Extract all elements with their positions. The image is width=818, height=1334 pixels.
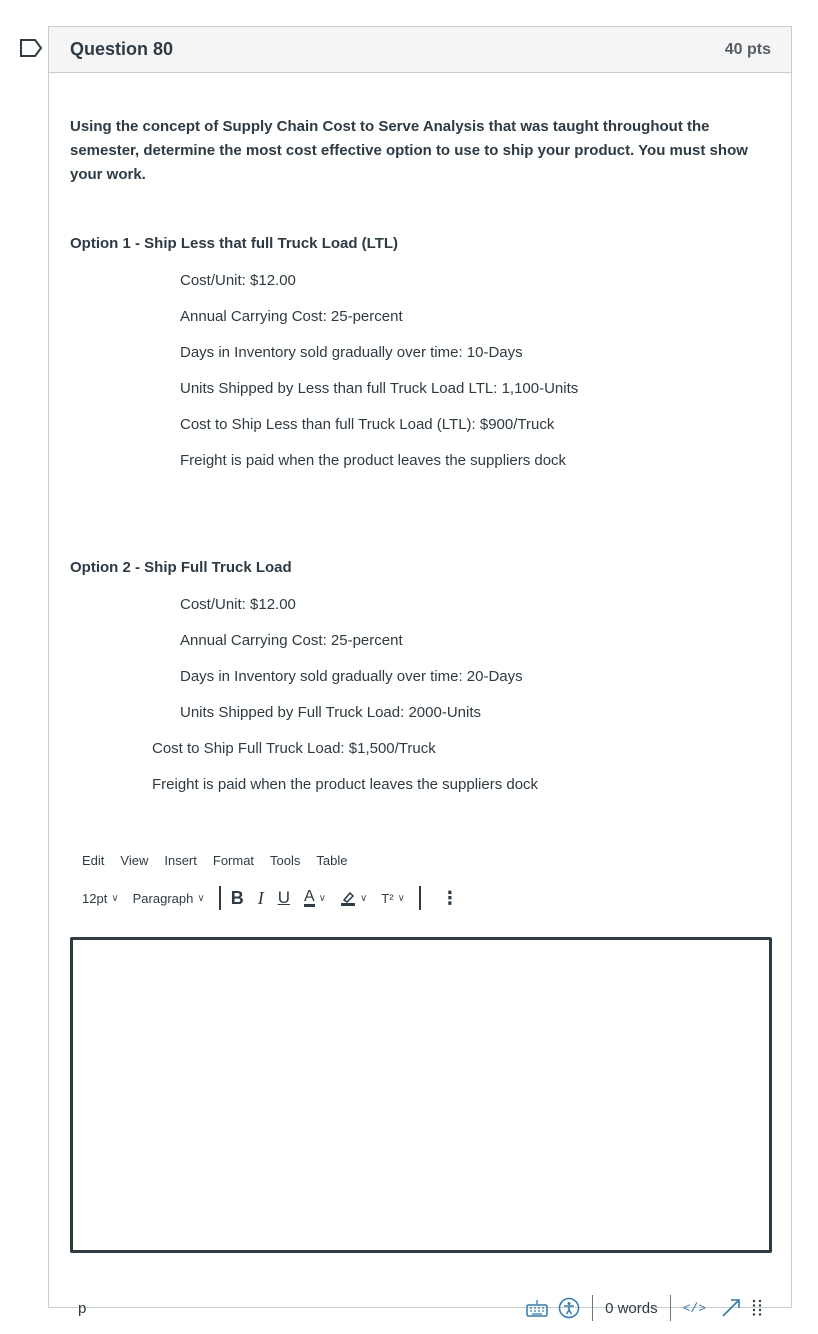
option1-line: Days in Inventory sold gradually over time: 10-Days bbox=[180, 344, 523, 361]
option2-line: Days in Inventory sold gradually over time: 20-Days bbox=[180, 668, 523, 685]
highlighter-icon bbox=[340, 890, 356, 906]
option2-line: Annual Carrying Cost: 25-percent bbox=[180, 632, 403, 649]
option2-line: Cost/Unit: $12.00 bbox=[180, 596, 296, 613]
option1-line: Cost to Ship Less than full Truck Load (LTL): $900/Truck bbox=[180, 416, 555, 433]
option1-line: Cost/Unit: $12.00 bbox=[180, 272, 296, 289]
chevron-down-icon: ∨ bbox=[359, 892, 368, 904]
chevron-down-icon: ∨ bbox=[197, 892, 205, 904]
menu-edit[interactable]: Edit bbox=[82, 853, 105, 868]
chevron-down-icon: ∨ bbox=[397, 892, 405, 904]
expand-icon bbox=[720, 1297, 742, 1319]
question-points: 40 pts bbox=[724, 40, 771, 58]
statusbar-divider bbox=[670, 1295, 671, 1321]
answer-editor[interactable] bbox=[70, 937, 772, 1253]
question-text: Using the concept of Supply Chain Cost to Serve Analysis that was taught throughout the semester, determine the most cost effective option to use to ship your product. You must show your work. bbox=[70, 118, 748, 183]
menu-table[interactable]: Table bbox=[316, 853, 348, 868]
toolbar-divider bbox=[419, 886, 421, 910]
option1-line: Units Shipped by Less than full Truck Load LTL: 1,100-Units bbox=[180, 380, 579, 397]
keyboard-icon bbox=[526, 1299, 548, 1317]
menu-format[interactable]: Format bbox=[212, 853, 255, 868]
option1-line: Freight is paid when the product leaves the suppliers dock bbox=[180, 452, 567, 469]
keyboard-shortcuts-button[interactable] bbox=[526, 1299, 548, 1317]
option1-heading: Option 1 - Ship Less that full Truck Load (LTL) bbox=[70, 235, 399, 252]
more-options-button[interactable]: ⋮ bbox=[440, 887, 459, 908]
resize-handle[interactable] bbox=[752, 1299, 762, 1317]
fullscreen-button[interactable] bbox=[720, 1297, 742, 1319]
toolbar-divider bbox=[219, 886, 221, 910]
chevron-down-icon: ∨ bbox=[111, 892, 119, 904]
option1-line: Annual Carrying Cost: 25-percent bbox=[180, 308, 403, 325]
text-color-button[interactable] bbox=[303, 887, 326, 907]
option2-heading: Option 2 - Ship Full Truck Load bbox=[70, 559, 292, 576]
question-title: Question 80 bbox=[70, 39, 174, 59]
statusbar-divider bbox=[592, 1295, 593, 1321]
menu-insert[interactable]: Insert bbox=[164, 853, 197, 868]
highlight-color-button[interactable] bbox=[340, 890, 367, 906]
editor-menubar bbox=[82, 853, 363, 868]
underline-button[interactable]: U bbox=[277, 888, 290, 907]
menu-view[interactable]: View bbox=[120, 853, 149, 868]
html-editor-toggle[interactable]: </> bbox=[682, 1300, 706, 1316]
font-size-value: 12pt bbox=[82, 890, 108, 906]
font-size-select[interactable] bbox=[82, 891, 119, 906]
bold-button[interactable]: B bbox=[230, 887, 244, 908]
text-color-icon: A bbox=[303, 887, 315, 905]
element-path[interactable]: p bbox=[78, 1299, 87, 1317]
flag-question-icon[interactable] bbox=[20, 39, 42, 57]
option2-line: Cost to Ship Full Truck Load: $1,500/Truck bbox=[152, 740, 436, 757]
accessibility-checker-button[interactable] bbox=[558, 1297, 580, 1319]
accessibility-icon bbox=[558, 1297, 580, 1319]
drag-handle-icon bbox=[752, 1299, 762, 1317]
question-card bbox=[48, 26, 792, 1317]
question-header bbox=[49, 27, 791, 73]
menu-tools[interactable]: Tools bbox=[270, 853, 301, 868]
option2-line: Freight is paid when the product leaves the suppliers dock bbox=[152, 776, 539, 793]
editor-statusbar bbox=[70, 1293, 772, 1323]
italic-button[interactable]: I bbox=[257, 887, 264, 908]
block-format-select[interactable] bbox=[133, 891, 205, 906]
chevron-down-icon: ∨ bbox=[318, 892, 326, 904]
editor-toolbar bbox=[82, 881, 772, 915]
superscript-button[interactable] bbox=[381, 891, 405, 906]
option2-line: Units Shipped by Full Truck Load: 2000-Units bbox=[180, 704, 481, 721]
word-count[interactable]: 0 words bbox=[605, 1299, 658, 1317]
block-format-value: Paragraph bbox=[132, 890, 194, 906]
superscript-icon: T² bbox=[381, 890, 394, 906]
